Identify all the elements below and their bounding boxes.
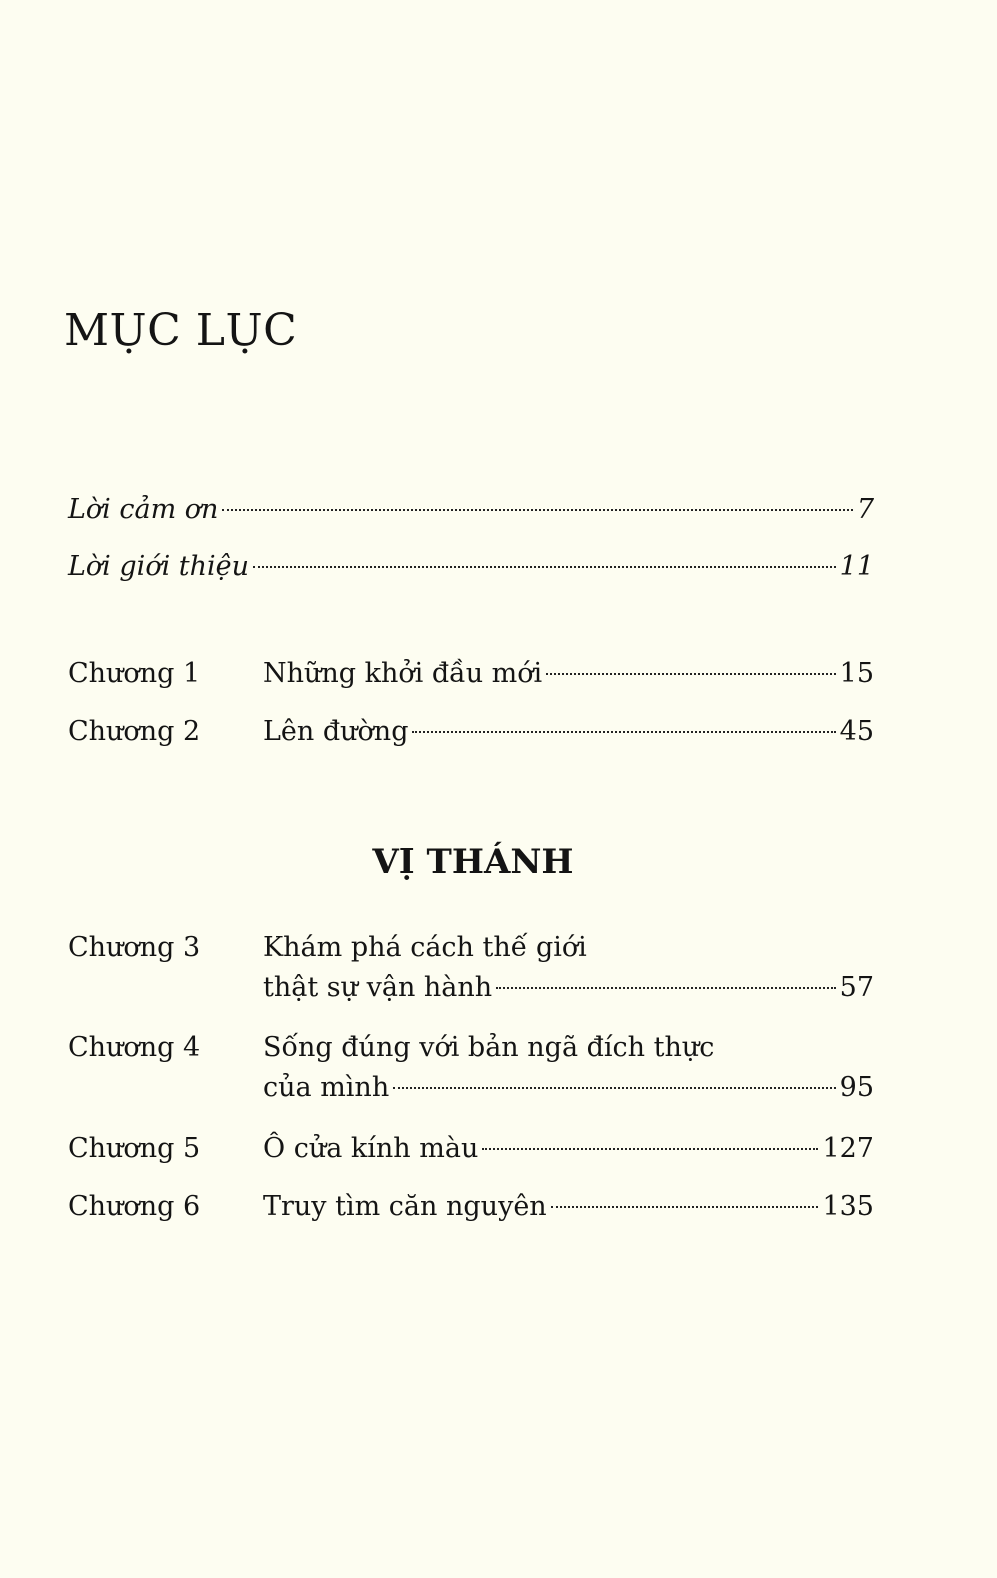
toc-entry-chapter-6[interactable] <box>68 1187 874 1227</box>
dot-leader <box>393 1087 835 1089</box>
chapter-number: Chương 3 <box>68 932 201 963</box>
toc-entry-page: 7 <box>856 494 874 525</box>
chapter-number: Chương 6 <box>68 1191 201 1222</box>
chapter-page: 127 <box>822 1133 874 1164</box>
toc-entry-chapter-4[interactable] <box>68 1028 874 1108</box>
chapter-title-line: Sống đúng với bản ngã đích thực <box>263 1032 715 1063</box>
chapter-title: Lên đường <box>263 716 409 747</box>
chapter-number: Chương 2 <box>68 716 201 747</box>
page-title: MỤC LỤC <box>64 305 298 356</box>
toc-entry-chapter-5[interactable] <box>68 1129 874 1169</box>
chapter-number: Chương 4 <box>68 1032 201 1063</box>
chapter-page: 15 <box>839 658 874 689</box>
chapter-page: 95 <box>839 1072 874 1103</box>
chapter-page: 45 <box>839 716 874 747</box>
dot-leader <box>222 509 852 511</box>
toc-entry-acknowledgements[interactable] <box>68 490 874 530</box>
toc-entry-label: Lời giới thiệu <box>68 551 250 582</box>
chapter-number: Chương 5 <box>68 1133 201 1164</box>
dot-leader <box>253 566 836 568</box>
chapter-page: 57 <box>839 972 874 1003</box>
toc-entry-page: 11 <box>839 551 874 582</box>
chapter-title-line: của mình <box>263 1072 390 1103</box>
toc-entry-chapter-1[interactable] <box>68 654 874 694</box>
chapter-title: Những khởi đầu mới <box>263 658 543 689</box>
toc-entry-label: Lời cảm ơn <box>68 494 219 525</box>
chapter-title: Ô cửa kính màu <box>263 1133 479 1164</box>
dot-leader <box>482 1148 818 1150</box>
chapter-title-line: thật sự vận hành <box>263 972 493 1003</box>
toc-entry-chapter-3[interactable] <box>68 928 874 1008</box>
toc-entry-chapter-2[interactable] <box>68 712 874 752</box>
dot-leader <box>496 987 835 989</box>
chapter-title-line: Khám phá cách thế giới <box>263 932 587 963</box>
section-title: VỊ THÁNH <box>372 842 574 882</box>
chapter-number: Chương 1 <box>68 658 201 689</box>
dot-leader <box>551 1206 819 1208</box>
chapter-page: 135 <box>822 1191 874 1222</box>
toc-entry-introduction[interactable] <box>68 547 874 587</box>
dot-leader <box>546 673 835 675</box>
dot-leader <box>412 731 835 733</box>
chapter-title: Truy tìm căn nguyên <box>263 1191 547 1222</box>
